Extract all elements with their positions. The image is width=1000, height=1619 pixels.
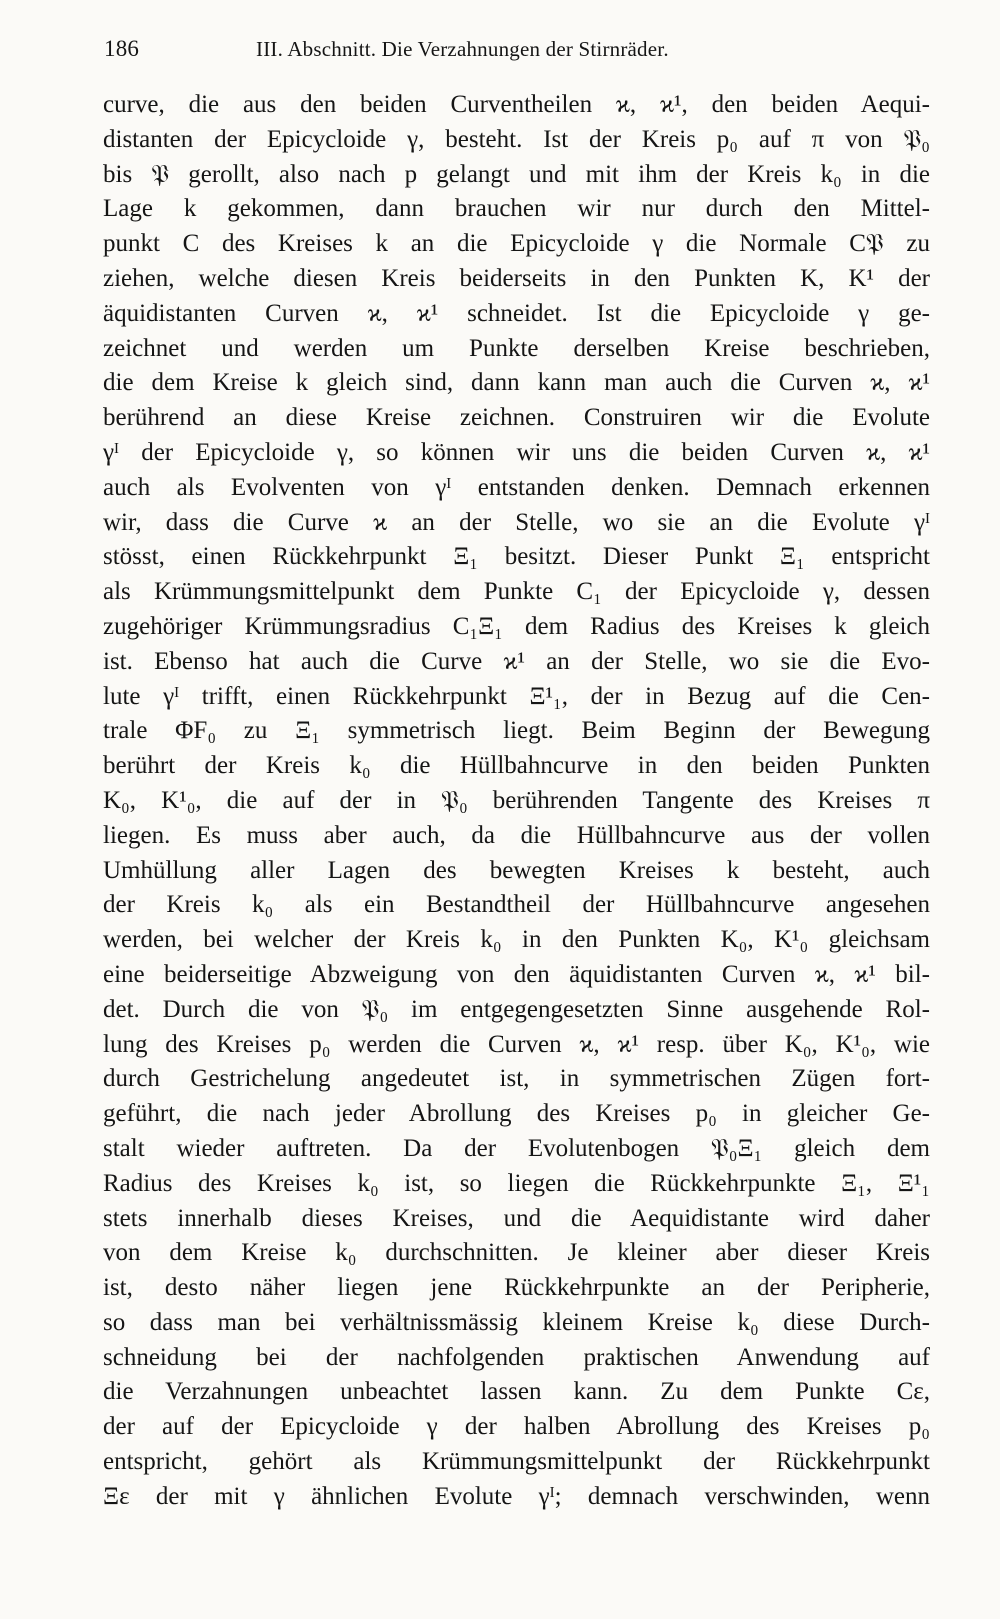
text-line: lung des Kreises p₀ werden die Curven ϰ, ϰ¹ resp. über K₀, K¹₀, wie <box>103 1030 930 1058</box>
text-line: Ξε der mit γ ähnlichen Evolute γᴵ; demnach verschwinden, wenn <box>103 1482 930 1510</box>
text-line: von dem Kreise k₀ durchschnitten. Je kleiner aber dieser Kreis <box>103 1239 930 1267</box>
text-line: der auf der Epicycloide γ der halben Abrollung des Kreises p₀ <box>103 1413 930 1441</box>
text-line: stets innerhalb dieses Kreises, und die Aequidistante wird daher <box>103 1204 930 1232</box>
page-number: 186 <box>104 36 140 61</box>
text-line: stalt wieder auftreten. Da der Evolutenbogen 𝔓₀Ξ₁ gleich dem <box>103 1134 930 1162</box>
text-line: distanten der Epicycloide γ, besteht. Ist der Kreis p₀ auf π von 𝔓₀ <box>103 125 930 153</box>
text-line: ziehen, welche diesen Kreis beiderseits in den Punkten K, K¹ der <box>103 264 930 292</box>
text-line: durch Gestrichelung angedeutet ist, in symmetrischen Zügen fort- <box>103 1065 930 1093</box>
text-line: schneidung bei der nachfolgenden praktischen Anwendung auf <box>103 1343 930 1371</box>
text-line: zeichnet und werden um Punkte derselben Kreise beschrieben, <box>103 334 930 362</box>
text-line: wir, dass die Curve ϰ an der Stelle, wo sie an die Evolute γᴵ <box>103 508 930 536</box>
text-line: Umhüllung aller Lagen des bewegten Kreises k besteht, auch <box>103 856 930 884</box>
text-line: Lage k gekommen, dann brauchen wir nur durch den Mittel- <box>103 195 930 223</box>
text-line: lute γᴵ trifft, einen Rückkehrpunkt Ξ¹₁, der in Bezug auf die Cen- <box>103 682 930 710</box>
text-line: so dass man bei verhältnissmässig kleinem Kreise k₀ diese Durch- <box>103 1308 930 1336</box>
text-line: äquidistanten Curven ϰ, ϰ¹ schneidet. Ist die Epicycloide γ ge- <box>103 299 930 327</box>
text-line: geführt, die nach jeder Abrollung des Kreises p₀ in gleicher Ge- <box>103 1100 930 1128</box>
body-text <box>103 88 930 1515</box>
text-line: ist. Ebenso hat auch die Curve ϰ¹ an der Stelle, wo sie die Evo- <box>103 647 930 675</box>
text-line: ist, desto näher liegen jene Rückkehrpunkte an der Peripherie, <box>103 1274 930 1302</box>
text-line: bis 𝔓 gerollt, also nach p gelangt und mit ihm der Kreis k₀ in die <box>103 160 930 188</box>
text-line: eine beiderseitige Abzweigung von den äquidistanten Curven ϰ, ϰ¹ bil- <box>103 960 930 988</box>
running-head: III. Abschnitt. Die Verzahnungen der Stirnräder. <box>256 37 669 61</box>
text-line: entspricht, gehört als Krümmungsmittelpunkt der Rückkehrpunkt <box>103 1448 930 1476</box>
text-line: trale ΦF₀ zu Ξ₁ symmetrisch liegt. Beim Beginn der Bewegung <box>103 717 930 745</box>
text-line: die Verzahnungen unbeachtet lassen kann. Zu dem Punkte Cε, <box>103 1378 930 1406</box>
text-line: Radius des Kreises k₀ ist, so liegen die Rückkehrpunkte Ξ₁, Ξ¹₁ <box>103 1169 930 1197</box>
text-line: auch als Evolventen von γᴵ entstanden denken. Demnach erkennen <box>103 473 930 501</box>
text-line: K₀, K¹₀, die auf der in 𝔓₀ berührenden Tangente des Kreises π <box>103 786 930 814</box>
text-line: γᴵ der Epicycloide γ, so können wir uns die beiden Curven ϰ, ϰ¹ <box>103 438 930 466</box>
text-line: punkt C des Kreises k an die Epicycloide γ die Normale C𝔓 zu <box>103 230 930 258</box>
text-line: curve, die aus den beiden Curventheilen ϰ, ϰ¹, den beiden Aequi- <box>103 91 930 118</box>
text-line: berührend an diese Kreise zeichnen. Construiren wir die Evolute <box>103 404 930 432</box>
text-line: als Krümmungsmittelpunkt dem Punkte C₁ der Epicycloide γ, dessen <box>103 578 930 606</box>
text-line: berührt der Kreis k₀ die Hüllbahncurve in den beiden Punkten <box>103 752 930 780</box>
text-line: det. Durch die von 𝔓₀ im entgegengesetzten Sinne ausgehende Rol- <box>103 995 930 1023</box>
text-line: die dem Kreise k gleich sind, dann kann man auch die Curven ϰ, ϰ¹ <box>103 369 930 397</box>
page-header <box>104 36 930 70</box>
text-line: werden, bei welcher der Kreis k₀ in den Punkten K₀, K¹₀ gleichsam <box>103 926 930 954</box>
text-line: liegen. Es muss aber auch, da die Hüllbahncurve aus der vollen <box>103 821 930 849</box>
text-line: stösst, einen Rückkehrpunkt Ξ₁ besitzt. Dieser Punkt Ξ₁ entspricht <box>103 543 930 571</box>
text-line: der Kreis k₀ als ein Bestandtheil der Hüllbahncurve angesehen <box>103 891 930 919</box>
text-line: zugehöriger Krümmungsradius C₁Ξ₁ dem Radius des Kreises k gleich <box>103 612 930 640</box>
